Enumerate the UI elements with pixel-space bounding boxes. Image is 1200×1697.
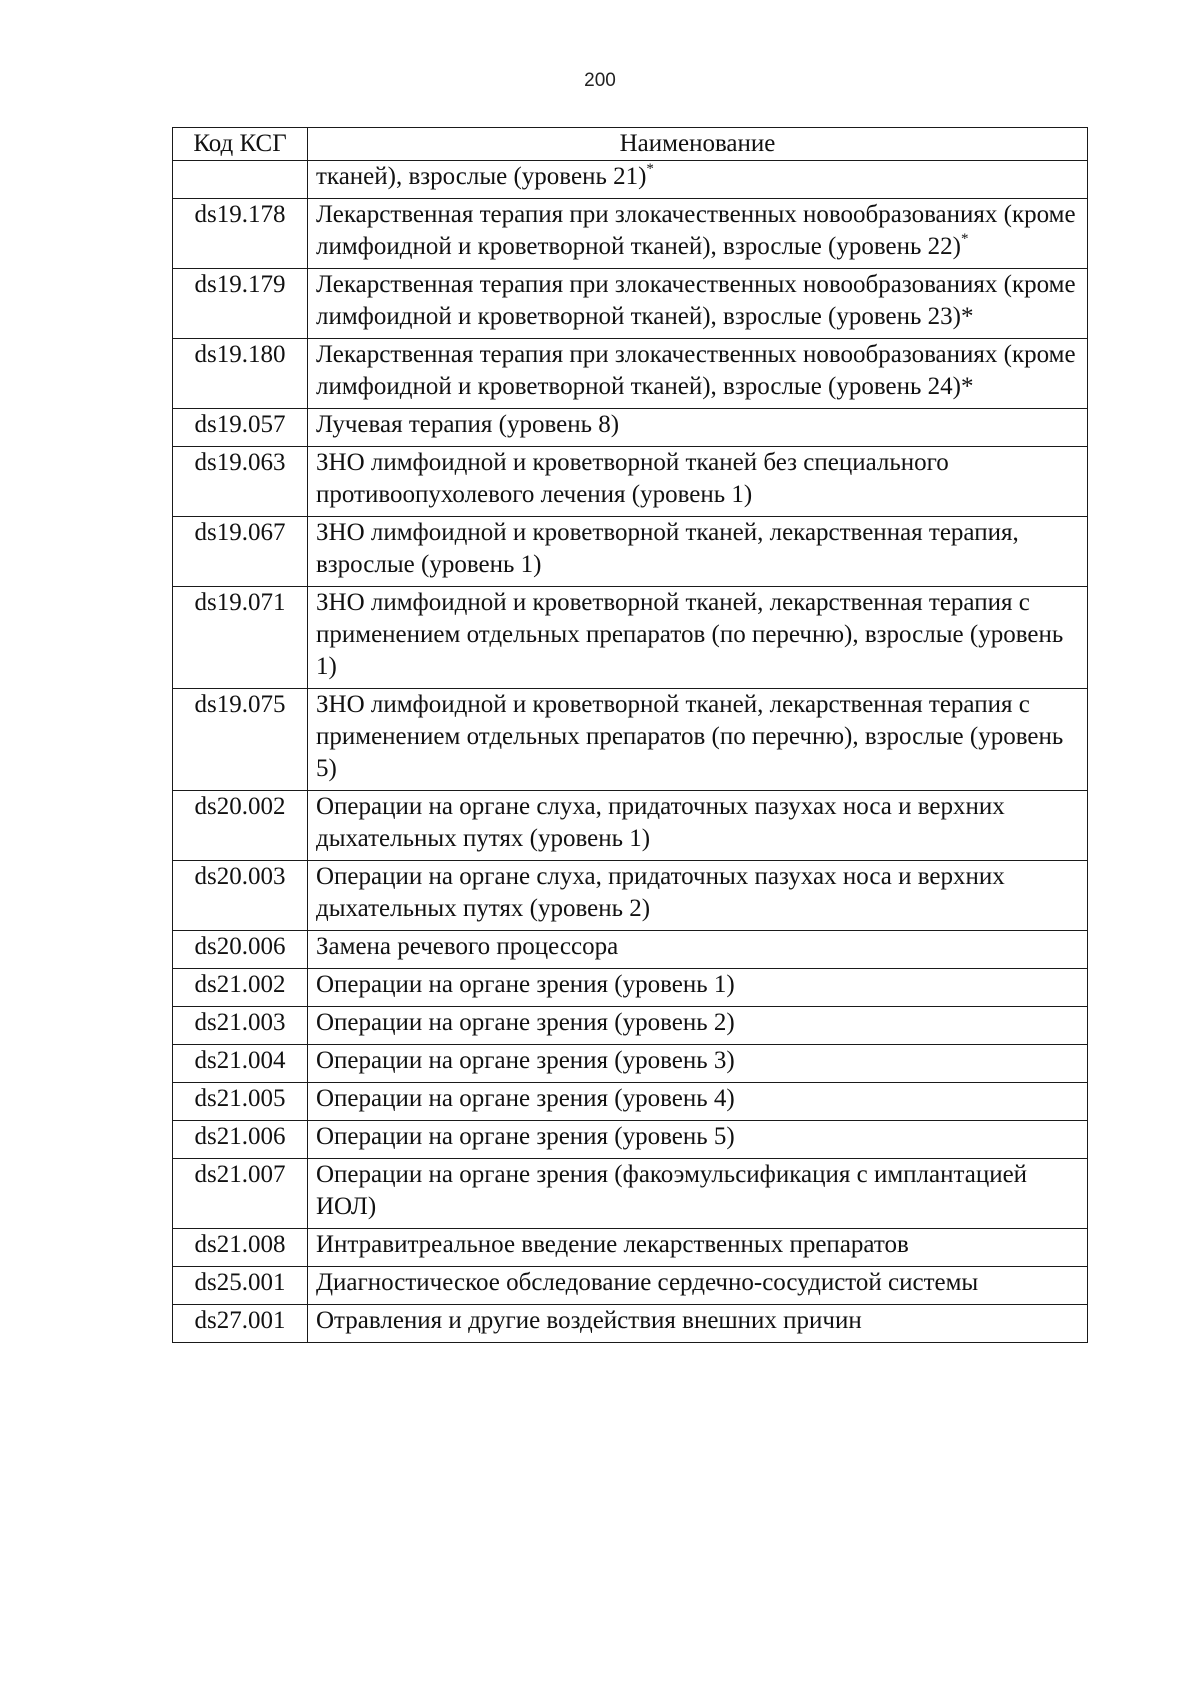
row-code <box>173 161 308 199</box>
table-row <box>173 517 1088 587</box>
table-row <box>173 447 1088 517</box>
row-name <box>308 587 1088 689</box>
table-row <box>173 161 1088 199</box>
table-row <box>173 791 1088 861</box>
table-row <box>173 1229 1088 1267</box>
table-row <box>173 1083 1088 1121</box>
row-code: ds21.004 <box>173 1045 308 1083</box>
row-name <box>308 339 1088 409</box>
row-name <box>308 1305 1088 1343</box>
table-row <box>173 1159 1088 1229</box>
table-row <box>173 861 1088 931</box>
table-row <box>173 931 1088 969</box>
row-name-text: ЗНО лимфоидной и кроветворной тканей, лекарственная терапия, взрослые (уровень 1) <box>316 519 1019 578</box>
row-code: ds21.003 <box>173 1007 308 1045</box>
row-name-text: Лекарственная терапия при злокачественных новообразованиях (кроме лимфоидной и кроветворной тканей), взрослые (уровень 24)* <box>316 341 1076 400</box>
row-name <box>308 1121 1088 1159</box>
row-code: ds21.005 <box>173 1083 308 1121</box>
row-name-text: ЗНО лимфоидной и кроветворной тканей без специального противоопухолевого лечения (уровень 1) <box>316 449 949 508</box>
row-name <box>308 199 1088 269</box>
header-name: Наименование <box>308 128 1088 161</box>
row-code: ds19.071 <box>173 587 308 689</box>
row-name <box>308 1229 1088 1267</box>
table-row <box>173 339 1088 409</box>
row-name <box>308 447 1088 517</box>
row-name-text: Операции на органе слуха, придаточных пазухах носа и верхних дыхательных путях (уровень 2) <box>316 863 1005 922</box>
table-row <box>173 587 1088 689</box>
row-code: ds19.075 <box>173 689 308 791</box>
row-name-text: Операции на органе зрения (уровень 2) <box>316 1009 735 1036</box>
row-code: ds19.179 <box>173 269 308 339</box>
row-name <box>308 969 1088 1007</box>
row-name-text: Операции на органе зрения (факоэмульсификация с имплантацией ИОЛ) <box>316 1161 1028 1220</box>
row-code: ds19.063 <box>173 447 308 517</box>
row-code: ds21.002 <box>173 969 308 1007</box>
table-row <box>173 1045 1088 1083</box>
row-name <box>308 1267 1088 1305</box>
row-code: ds21.007 <box>173 1159 308 1229</box>
row-footnote-mark: * <box>646 161 654 177</box>
table-body <box>173 161 1088 1343</box>
row-name-text: ЗНО лимфоидной и кроветворной тканей, лекарственная терапия с применением отдельных препаратов (по перечню), взрослые (уровень 5) <box>316 691 1064 782</box>
table-row <box>173 269 1088 339</box>
row-name-text: Отравления и другие воздействия внешних причин <box>316 1307 862 1334</box>
row-name-text: Интравитреальное введение лекарственных препаратов <box>316 1231 909 1258</box>
row-name-text: Операции на органе зрения (уровень 1) <box>316 971 735 998</box>
header-code: Код КСГ <box>173 128 308 161</box>
row-code: ds19.178 <box>173 199 308 269</box>
row-code: ds19.067 <box>173 517 308 587</box>
row-footnote-mark: * <box>961 231 969 247</box>
row-name <box>308 1007 1088 1045</box>
row-code: ds19.057 <box>173 409 308 447</box>
row-name-text: Диагностическое обследование сердечно-сосудистой системы <box>316 1269 979 1296</box>
row-name <box>308 517 1088 587</box>
row-name <box>308 409 1088 447</box>
row-code: ds20.002 <box>173 791 308 861</box>
ksg-table <box>172 127 1088 1343</box>
table-row <box>173 1007 1088 1045</box>
row-code: ds27.001 <box>173 1305 308 1343</box>
row-name-text: тканей), взрослые (уровень 21) <box>316 163 647 190</box>
row-name <box>308 689 1088 791</box>
table-header-row <box>173 128 1088 161</box>
table-row <box>173 409 1088 447</box>
row-name <box>308 161 1088 199</box>
row-name <box>308 269 1088 339</box>
row-code: ds25.001 <box>173 1267 308 1305</box>
row-name-text: Лучевая терапия (уровень 8) <box>316 411 620 438</box>
row-name <box>308 1159 1088 1229</box>
row-name <box>308 1045 1088 1083</box>
row-name-text: Операции на органе зрения (уровень 3) <box>316 1047 735 1074</box>
table-row <box>173 689 1088 791</box>
page-number: 200 <box>584 70 616 91</box>
row-code: ds21.008 <box>173 1229 308 1267</box>
row-name-text: Лекарственная терапия при злокачественных новообразованиях (кроме лимфоидной и кроветворной тканей), взрослые (уровень 23)* <box>316 271 1076 330</box>
table-row <box>173 1267 1088 1305</box>
table-row <box>173 199 1088 269</box>
row-code: ds19.180 <box>173 339 308 409</box>
row-name-text: Операции на органе зрения (уровень 5) <box>316 1123 735 1150</box>
row-name <box>308 791 1088 861</box>
row-name-text: ЗНО лимфоидной и кроветворной тканей, лекарственная терапия с применением отдельных препаратов (по перечню), взрослые (уровень 1) <box>316 589 1064 680</box>
row-code: ds20.006 <box>173 931 308 969</box>
table-row <box>173 1121 1088 1159</box>
row-name <box>308 931 1088 969</box>
row-name <box>308 861 1088 931</box>
row-code: ds21.006 <box>173 1121 308 1159</box>
row-name-text: Замена речевого процессора <box>316 933 619 960</box>
row-name-text: Операции на органе слуха, придаточных пазухах носа и верхних дыхательных путях (уровень 1) <box>316 793 1005 852</box>
row-name-text: Лекарственная терапия при злокачественных новообразованиях (кроме лимфоидной и кроветворной тканей), взрослые (уровень 22) <box>316 201 1076 260</box>
row-code: ds20.003 <box>173 861 308 931</box>
row-name <box>308 1083 1088 1121</box>
table-row <box>173 969 1088 1007</box>
table-row <box>173 1305 1088 1343</box>
row-name-text: Операции на органе зрения (уровень 4) <box>316 1085 735 1112</box>
